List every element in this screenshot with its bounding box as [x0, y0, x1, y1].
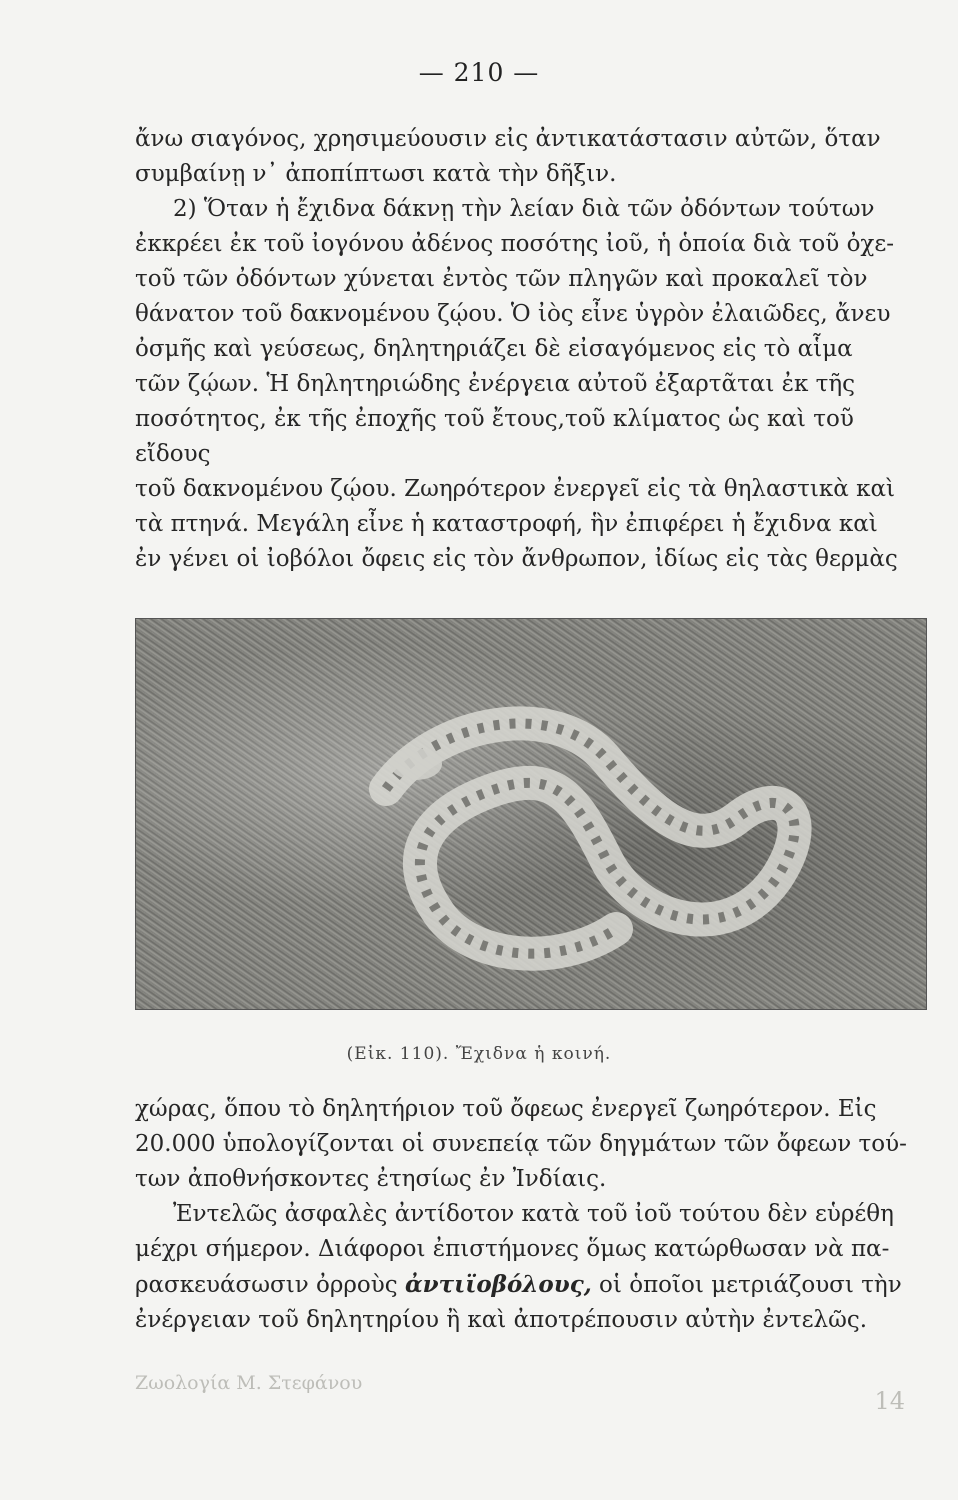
text-line: ἐν γένει οἱ ἰοβόλοι ὄφεις εἰς τὸν ἄνθρωπον, ἰδίως εἰς τὰς θερμὰς [135, 546, 898, 572]
text-line: θάνατον τοῦ δακνομένου ζῴου. Ὁ ἰὸς εἶνε ὑγρὸν ἐλαιῶδες, ἄνευ [135, 301, 891, 327]
text-line: τὰ πτηνά. Μεγάλη εἶνε ἡ καταστροφή, ἣν ἐπιφέρει ἡ ἔχιδνα καὶ [135, 511, 878, 537]
figure-caption: (Εἰκ. 110). Ἔχιδνα ἡ κοινή. [346, 1044, 612, 1064]
text-line: 2) Ὅταν ἡ ἔχιδνα δάκνῃ τὴν λείαν διὰ τῶν ὀδόντων τούτων [173, 196, 875, 222]
text-line: τοῦ δακνομένου ζῴου. Ζωηρότερον ἐνεργεῖ εἰς τὰ θηλαστικὰ καὶ [135, 476, 896, 502]
text-line [135, 1267, 935, 1303]
bottom-paragraph [135, 1092, 935, 1338]
text-line: συμβαίνῃ ν᾽ ἀποπίπτωσι κατὰ τὴν δῆξιν. [135, 161, 617, 187]
text-line: Ἐντελῶς ἀσφαλὲς ἀντίδοτον κατὰ τοῦ ἰοῦ τούτου δὲν εὑρέθη [173, 1201, 894, 1227]
viper-photograph [135, 618, 927, 1010]
bleed-through-text [135, 1370, 925, 1415]
text-line: ὀσμῆς καὶ γεύσεως, δηλητηριάζει δὲ εἰσαγόμενος εἰς τὸ αἷμα [135, 336, 853, 362]
text-line: ἄνω σιαγόνος, χρησιμεύουσιν εἰς ἀντικατάστασιν αὐτῶν, ὅταν [135, 126, 881, 152]
text-line: 20.000 ὑπολογίζονται οἱ συνεπείᾳ τῶν δηγμάτων τῶν ὄφεων τού- [135, 1131, 907, 1157]
text-line: χώρας, ὅπου τὸ δηλητήριον τοῦ ὄφεως ἐνεργεῖ ζωηρότερον. Εἰς [135, 1096, 877, 1122]
emphasized-term: ἀντιϊοβόλους, [404, 1271, 592, 1298]
coiled-snake-image [136, 619, 926, 1009]
text-line: των ἀποθνήσκοντες ἐτησίως ἐν Ἰνδίαις. [135, 1166, 607, 1192]
text-line: τοῦ τῶν ὀδόντων χύνεται ἐντὸς τῶν πληγῶν καὶ προκαλεῖ τὸν [135, 266, 868, 292]
text-line: ἐνέργειαν τοῦ δηλητηρίου ἢ καὶ ἀποτρέπουσιν αὐτὴν ἐντελῶς. [135, 1307, 868, 1333]
text-fragment: οἱ ὁποῖοι μετριάζουσι τὴν [599, 1272, 902, 1298]
text-line: μέχρι σήμερον. Διάφοροι ἐπιστήμονες ὅμως κατώρθωσαν νὰ πα- [135, 1236, 890, 1262]
bleed-through-right: 14 [874, 1387, 905, 1415]
top-paragraph [135, 122, 935, 577]
text-line: τῶν ζῴων. Ἡ δηλητηριώδης ἐνέργεια αὐτοῦ ἐξαρτᾶται ἐκ τῆς [135, 371, 856, 397]
text-line: ἐκκρέει ἐκ τοῦ ἰογόνου ἀδένος ποσότης ἰοῦ, ἡ ὁποία διὰ τοῦ ὀχε- [135, 231, 895, 257]
bleed-through-left: Ζωολογία Μ. Στεφάνου [135, 1372, 363, 1394]
text-fragment: ρασκευάσωσιν ὀρροὺς [135, 1272, 398, 1298]
page-number: — 210 — [418, 58, 540, 87]
text-line: ποσότητος, ἐκ τῆς ἐποχῆς τοῦ ἔτους,τοῦ κλίματος ὡς καὶ τοῦ εἴδους [135, 406, 854, 467]
